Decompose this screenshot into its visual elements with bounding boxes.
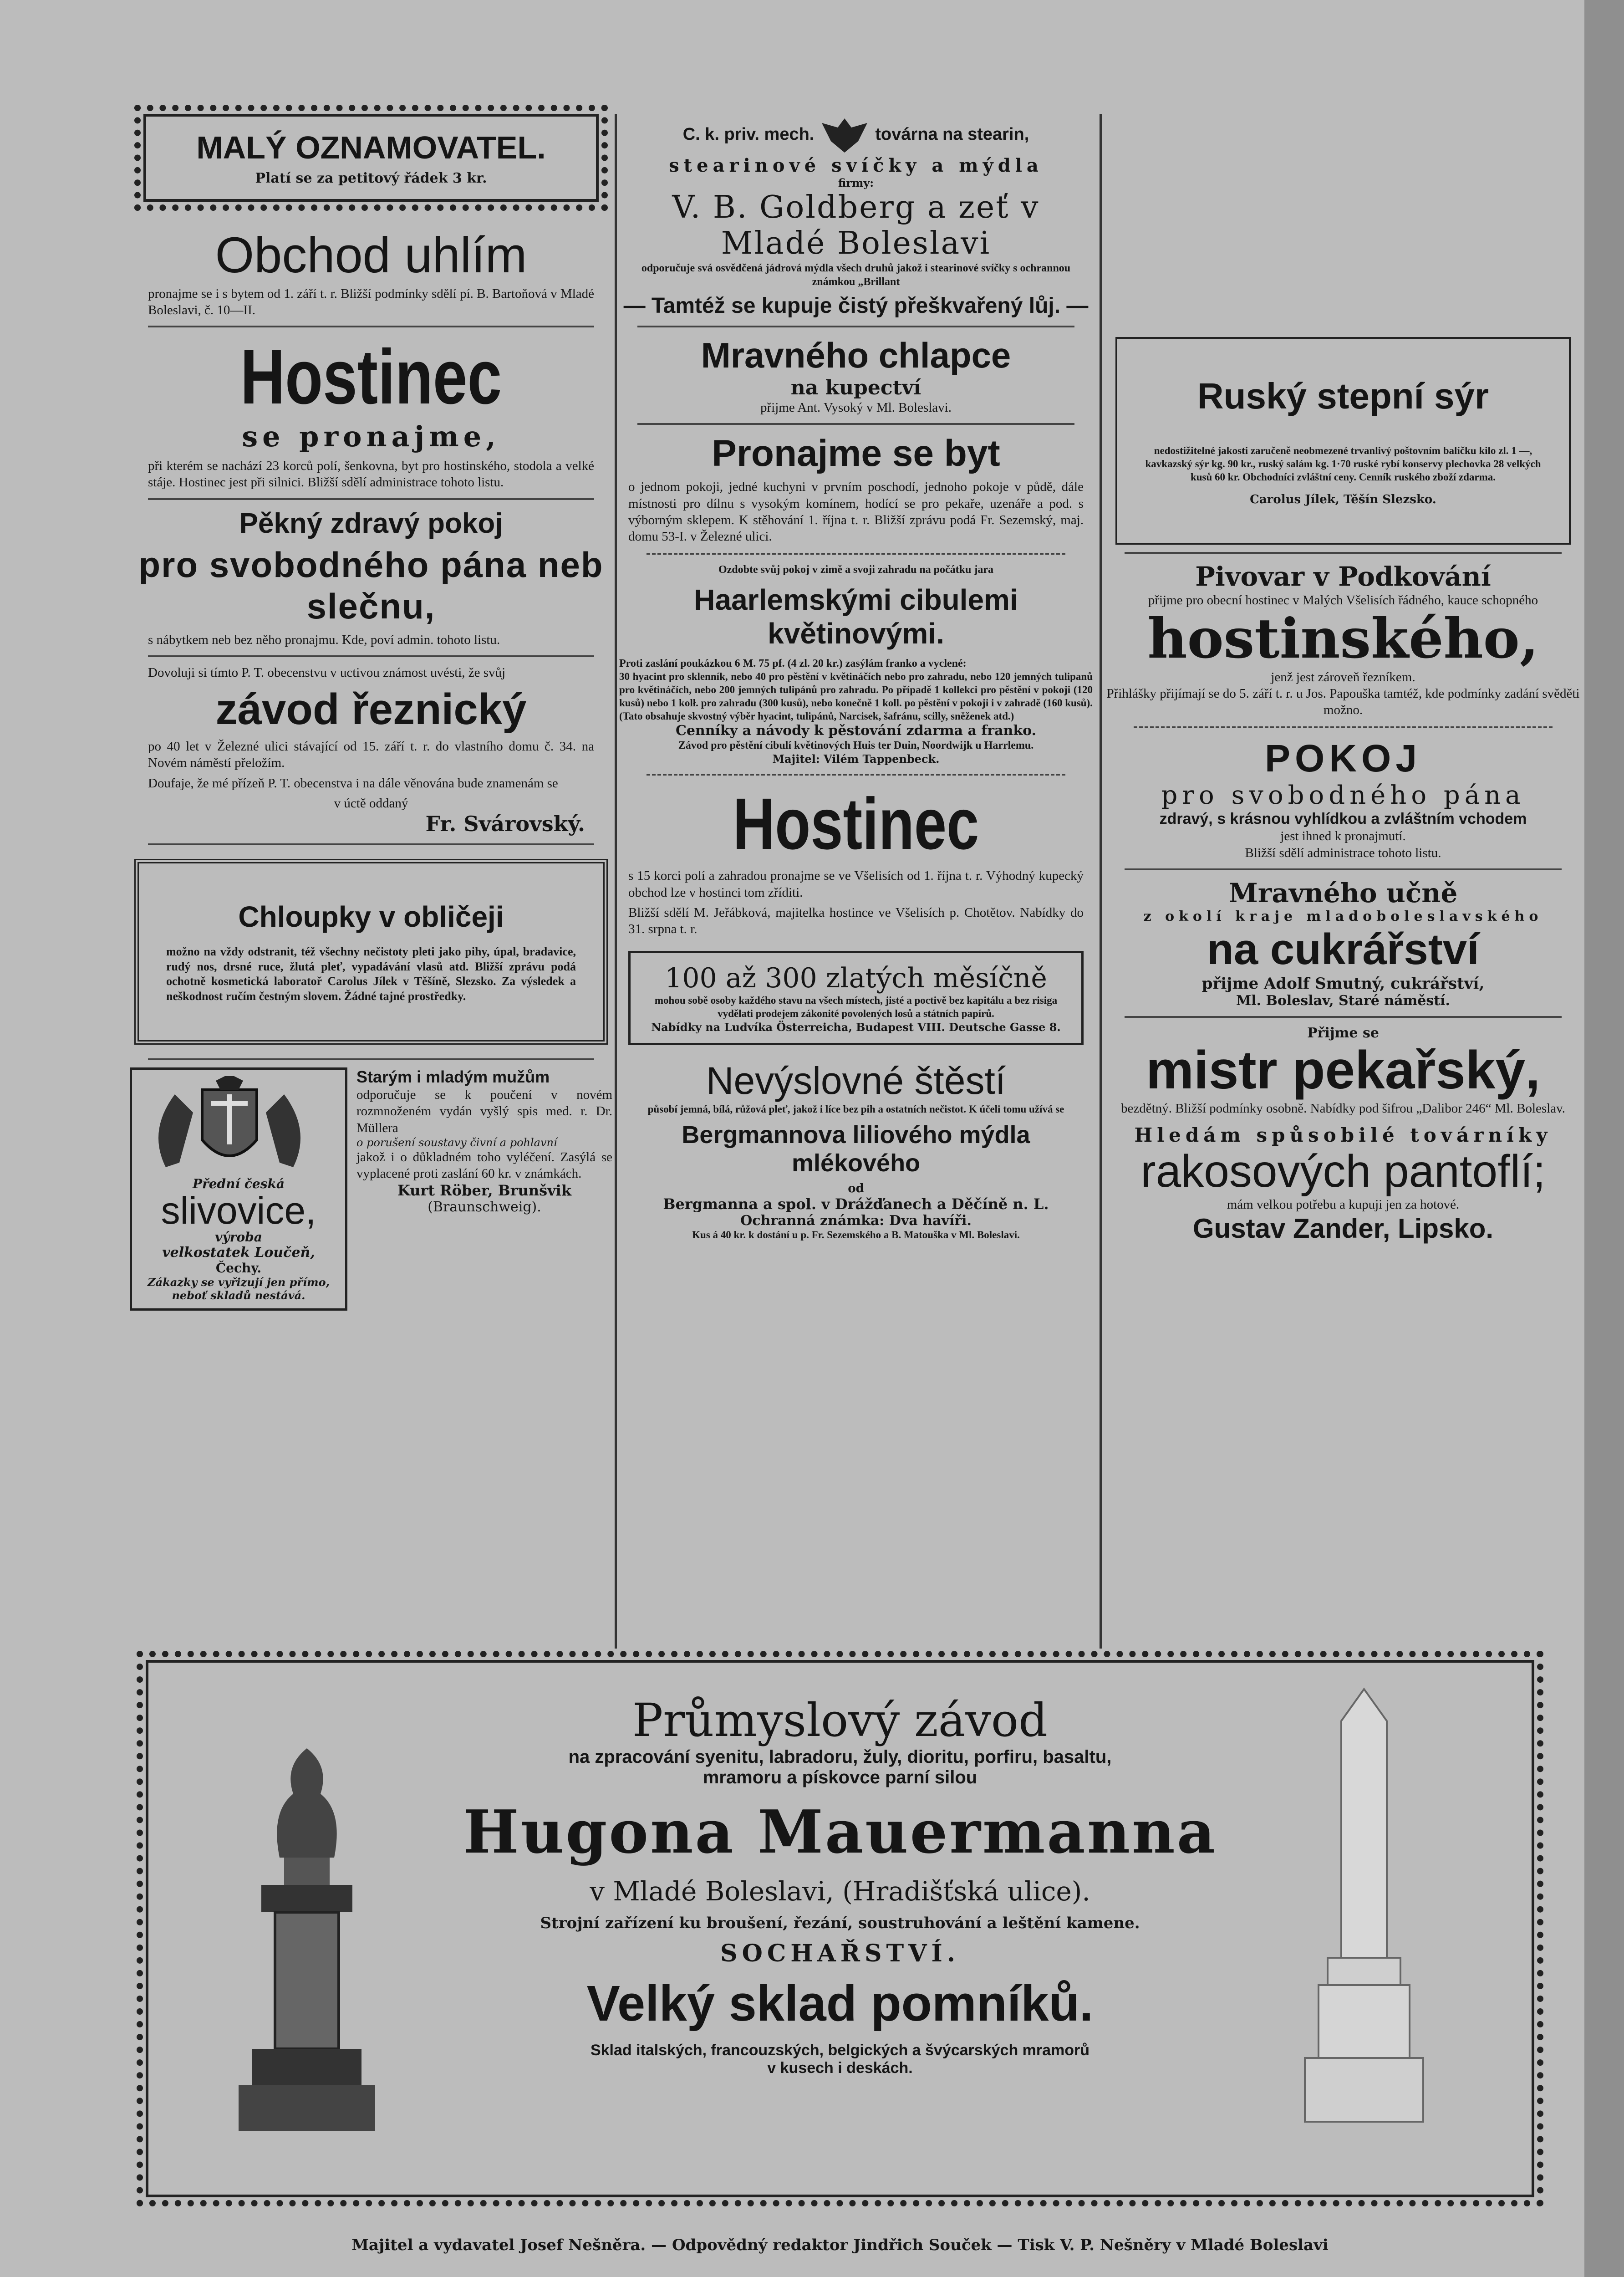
ad-brewery-text3: Přihlášky přijímají se do 5. září t. r. u Jos. Papouška tamtéž, kde podmínky zadání svěděti možno. xyxy=(1106,686,1580,717)
ad-slivovice-label1: Přední česká xyxy=(192,1176,285,1191)
ad-flat-text: o jednom pokoji, jedné kuchyni v prvním poschodí, jednoho pokoje v půdě, dále místnosti pro dílnu s vysokým komínem, hodící se pro pekaře, uzenáře a pod. s výborným sklepem. K stěhování 1. října t. r. Bližší zprávu podá Fr. Sezemský, maj. domu 53-I. v Železné ulici. xyxy=(628,480,1084,544)
ad-bulbs-zavod: Závod pro pěstění cibulí květinových Huis ter Duin, Noordwijk u Harrlemu. xyxy=(678,740,1034,752)
ad-slivovice-title: slivovice, xyxy=(161,1189,316,1232)
ad-confectioner-text2: Ml. Boleslav, Staré náměstí. xyxy=(1236,992,1450,1009)
ad-room-col3-text2: jest ihned k pronajmutí. xyxy=(1280,829,1406,844)
ad-slivovice-label2: výroba xyxy=(215,1230,262,1245)
column-3 xyxy=(1106,337,1580,1244)
ad-slippers xyxy=(1106,1124,1580,1244)
ad-bergmann-price: Kus á 40 kr. k dostání u p. Fr. Sezemského a B. Matouška v Ml. Boleslavi. xyxy=(692,1229,1020,1241)
ad-room-col3 xyxy=(1106,736,1580,861)
column-divider-right xyxy=(1100,114,1102,1649)
ad-room-col3-title: POKOJ xyxy=(1264,737,1422,780)
ad-goldberg-line3: firmy: xyxy=(838,176,874,189)
ad-inn-vselisy-title: Hostinec xyxy=(733,783,979,865)
ad-coal-shop-text: pronajme se i s bytem od 1. září t. r. Bližší podmínky sdělí pí. B. Bartoňová v Mladé Boleslavi, č. 10—II. xyxy=(148,286,594,317)
ad-coal-shop xyxy=(130,229,612,318)
ad-bulbs-price: Proti zaslání poukázkou 6 M. 75 pf. (4 zl. 20 kr.) zasýlám franko a vyclené: xyxy=(619,658,967,670)
ad-bulbs-intro: Ozdobte svůj pokoj v zimě a svoji zahradu na počátku jara xyxy=(718,564,994,576)
ad-confectioner xyxy=(1106,878,1580,1009)
double-eagle-icon xyxy=(820,114,870,155)
ad-inn-rent-subtitle: se pronajme, xyxy=(242,420,500,453)
ad-butcher-text2: Doufaje, že mé přízeň P. T. obecenstva i na dále věnována bude znamenám se xyxy=(148,776,558,791)
ad-slippers-text: mám velkou potřebu a kupuji jen za hotové. xyxy=(1227,1197,1460,1212)
column-1 xyxy=(130,105,612,1311)
ad-boy-apprentice-sub: na kupectví xyxy=(790,376,921,399)
ad-facial-hair-box xyxy=(134,859,608,1045)
ad-confectioner-title: Mravného učně xyxy=(1228,877,1458,909)
banner-foot1: Sklad italských, francouzských, belgických a švýcarských mramorů xyxy=(590,2042,1090,2059)
ad-slivovice-maker: velkostatek Loučeň, xyxy=(162,1245,315,1261)
ad-room-col3-text: zdravý, s krásnou vyhlídkou a zvláštním vchodem xyxy=(1159,810,1527,828)
ad-coal-shop-title: Obchod uhlím xyxy=(215,227,527,283)
ad-bergmann-text: působí jemná, bílá, růžová pleť, jakož i líce bez pih a ostatních nečistot. K účeli tomu užívá se xyxy=(647,1103,1064,1115)
page-footer: Majitel a vydavatel Josef Nešněra. — Odpovědný redaktor Jindřich Souček — Tisk V. P. Nešněry v Mladé Boleslavi xyxy=(351,2236,1329,2254)
ad-room-subtitle: pro svobodného pána neb slečnu, xyxy=(138,544,604,626)
ad-butcher-closing: v úctě oddaný xyxy=(334,796,408,811)
ad-brewery xyxy=(1106,561,1580,718)
ad-men-booklet-place: (Braunschweig). xyxy=(428,1199,541,1215)
ad-slippers-title2: rakosových pantoflí; xyxy=(1140,1145,1546,1197)
ad-slivovice-footer: Zákazky se vyřizují jen přímo, neboť skladů nestává. xyxy=(148,1276,330,1302)
banner-sculpture: SOCHAŘSTVÍ. xyxy=(720,1940,960,1967)
ad-room-col3-sub: pro svobodného pána xyxy=(1161,781,1525,811)
ad-men-booklet-sign: Kurt Röber, Brunšvik xyxy=(397,1182,571,1200)
ad-goldberg-text: odporučuje svá osvědčená jádrová mýdla všech druhů jakož i stearinové svíčky s ochrannou známkou „Brillant xyxy=(641,262,1071,288)
ad-bergmann-soap xyxy=(619,1059,1093,1242)
banner-foot2: v kusech i deskách. xyxy=(767,2059,913,2077)
ad-men-booklet-sub: o porušení soustavy čivní a pohlavní xyxy=(356,1136,557,1149)
ad-butcher-title: závod řeznický xyxy=(215,685,527,734)
ad-earnings-offer: Nabídky na Ludvíka Österreicha, Budapest VIII. Deutsche Gasse 8. xyxy=(651,1020,1061,1034)
ad-baker-title: mistr pekařský, xyxy=(1146,1040,1540,1100)
ad-butcher xyxy=(130,664,612,836)
ad-boy-apprentice xyxy=(619,335,1093,416)
ad-men-booklet xyxy=(356,1067,612,1311)
ad-brewery-text2: jenž jest zároveň řezníkem. xyxy=(1271,669,1415,684)
banner-place: v Mladé Boleslavi, (Hradišťská ulice). xyxy=(590,1876,1090,1907)
urn-monument-icon xyxy=(234,1739,380,2140)
ad-brewery-title: Pivovar v Podkování xyxy=(1195,561,1491,592)
ad-bergmann-title2: Bergmannova liliového mýdla mlékového xyxy=(682,1121,1030,1177)
obelisk-monument-icon xyxy=(1296,1685,1432,2131)
ad-butcher-text1: po 40 let v Železné ulici stávající od 15. září t. r. do vlastního domu č. 34. na Novém náměstí přeložím. xyxy=(148,739,594,771)
ad-russian-cheese-text: nedostižitelné jakosti zaručeně neobmezené trvanlivý poštovním balíčku kilo zl. 1 —, kavkazský sýr kg. 90 kr., ruský salám kg. 1·70 ruské rybí konservy plechovka 28 velkých kusů 60 kr. Obchodníci zvláštní ceny. Cenník ruského zboží zdarma. xyxy=(1145,445,1541,483)
ad-room xyxy=(130,507,612,648)
ad-butcher-signature: Fr. Svárovský. xyxy=(425,812,585,836)
column-divider-left xyxy=(615,114,617,1649)
ad-confectioner-sub: z okolí kraje mladoboleslavského xyxy=(1143,908,1543,924)
banner-title: Průmyslový závod xyxy=(632,1694,1048,1747)
ad-earnings-title: 100 až 300 zlatých měsíčně xyxy=(665,962,1047,995)
ad-confectioner-text: přijme Adolf Smutný, cukrářství, xyxy=(1201,974,1485,993)
ad-inn-vselisy-text: s 15 korci polí a zahradou pronajme se ve Všelisích od 1. října t. r. Výhodný kupecký obchod lze v hostinci tom zříditi. xyxy=(628,868,1084,900)
coat-of-arms-icon xyxy=(138,1076,321,1176)
ad-room-col3-text3: Bližší sdělí administrace tohoto listu. xyxy=(1245,845,1441,860)
ad-bergmann-od: od xyxy=(848,1181,864,1195)
ad-bulbs-owner: Majitel: Vilém Tappenbeck. xyxy=(772,752,940,766)
ad-slippers-sign: Gustav Zander, Lipsko. xyxy=(1192,1213,1494,1244)
ad-baker-intro: Přijme se xyxy=(1307,1025,1379,1041)
ad-row-slivovice xyxy=(130,1067,612,1311)
classified-header-title: MALÝ OZNAMOVATEL. xyxy=(196,130,546,165)
classified-header-subtitle: Platí se za petitový řádek 3 kr. xyxy=(255,170,487,186)
ad-goldberg-line1b: továrna na stearin, xyxy=(875,124,1029,144)
ad-facial-hair-title: Chloupky v obličeji xyxy=(238,900,504,933)
ad-inn-rent-title: Hostinec xyxy=(240,334,502,420)
banner-monuments: Velký sklad pomníků. xyxy=(586,1976,1094,2032)
ad-goldberg-line1a: C. k. priv. mech. xyxy=(682,124,815,144)
ad-slivovice-box xyxy=(130,1067,347,1311)
ad-russian-cheese-box xyxy=(1115,337,1571,545)
ad-baker-text: bezdětný. Bližší podmínky osobně. Nabídky pod šifrou „Dalibor 246“ Ml. Boleslav. xyxy=(1121,1101,1565,1116)
ad-goldberg xyxy=(619,114,1093,318)
ad-boy-apprentice-title: Mravného chlapce xyxy=(701,335,1011,375)
ad-boy-apprentice-text: přijme Ant. Vysoký v Ml. Boleslavi. xyxy=(760,400,952,415)
ad-butcher-intro: Dovoluji si tímto P. T. obecenstvu v uctivou známost uvésti, že svůj xyxy=(148,665,506,680)
ad-inn-rent xyxy=(130,335,612,491)
ad-earnings-text: mohou sobě osoby každého stavu na všech místech, jisté a poctivě bez kapitálu a bez risiga vydělati prodejem zákonité povolených losů a státních papírů. xyxy=(654,995,1058,1019)
ad-bulbs-title: Haarlemskými cibulemi květinovými. xyxy=(694,583,1018,650)
ad-mauermann-banner xyxy=(137,1651,1543,2206)
ad-men-booklet-text2: jakož i o důkladném toho vyléčení. Zasýlá se vyplacené proti zaslání 60 kr. v známkách. xyxy=(356,1149,612,1181)
classified-header-box xyxy=(134,105,608,211)
ad-bergmann-title: Nevýslovné štěstí xyxy=(706,1059,1006,1102)
ad-bulbs-text: 30 hyacint pro sklenník, nebo 40 pro pěstění v květináčích nebo pro zahradu, nebo 120 jemných tulipanů pro květináčích, nebo 200 jemných tulipánů pro zahradu. Po případě 1 kollekci pro pěstění v pokoji (120 kusů) nebo 1 kolł. pro zahradu (300 kusů), nebo konečně 1 koll. po pěstění v pokoji i v zahradě (160 kusů). (Tato obsahuje skvostný výběr hyacint, tulipánů, Narcisek, šafránu, scilly, sněženek atd.) xyxy=(619,671,1093,722)
ad-bulbs xyxy=(619,563,1093,766)
ad-bulbs-cenniky: Cenníky a návody k pěstování zdarma a franko. xyxy=(675,723,1037,739)
ad-russian-cheese-title: Ruský stepní sýr xyxy=(1197,376,1489,416)
ad-goldberg-line2: stearinové svíčky a mýdla xyxy=(669,155,1043,176)
ad-flat-title: Pronajme se byt xyxy=(712,433,1000,475)
ad-confectioner-title2: na cukrářství xyxy=(1207,924,1479,974)
ad-brewery-title2: hostinského, xyxy=(1147,606,1539,671)
ad-room-text: s nábytkem neb bez něho pronajmu. Kde, poví admin. tohoto listu. xyxy=(148,632,500,647)
ad-men-booklet-title: Starým i mladým mužům xyxy=(356,1067,550,1086)
ad-slippers-title: Hledám spůsobilé továrníky xyxy=(1134,1123,1552,1146)
ad-facial-hair-text: možno na vždy odstranit, též všechny nečistoty pleti jako pihy, úpal, bradavice, rudý nos, drsné ruce, žlutá pleť, vypadávání vlasů atd. Bližší zprávu podá ochotně kosmetická laboratoř Carolus Jílek v Těšíně, Slezsko. Za výsledek a neškodnost ručím čestným slovem. Žádné tajné prostředky. xyxy=(166,945,576,1003)
page-edge-shadow xyxy=(1584,0,1624,2277)
ad-russian-cheese-sign: Carolus Jílek, Těšín Slezsko. xyxy=(1250,493,1436,507)
ad-flat xyxy=(619,432,1093,545)
ad-slivovice-place: Čechy. xyxy=(215,1261,262,1276)
ad-inn-vselisy-text2: Bližší sdělí M. Jeřábková, majitelka hostince ve Všelisích p. Chotětov. Nabídky do 31. srpna t. r. xyxy=(628,905,1084,936)
ad-earnings-box xyxy=(628,951,1084,1045)
column-2 xyxy=(619,114,1093,1241)
ad-goldberg-line4: — Tamtéž se kupuje čistý přeškvařený lůj. — xyxy=(623,294,1089,318)
ad-brewery-text: přijme pro obecní hostinec v Malých Všelisích řádného, kauce schopného xyxy=(1148,593,1538,608)
ad-bergmann-maker: Bergmanna a spol. v Drážďanech a Děčíně n. L. xyxy=(663,1195,1049,1213)
ad-inn-rent-text: při kterém se nachází 23 korců polí, šenkovna, byt pro hostinského, stodola a velké stáje. Hostinec jest při silnici. Bližší sdělí administrace tohoto listu. xyxy=(148,459,594,490)
ad-baker xyxy=(1106,1025,1580,1117)
banner-text: Strojní zařízení ku broušení, řezání, soustruhování a leštění kamene. xyxy=(540,1914,1140,1932)
banner-company-name: Hugona Mauermanna xyxy=(463,1797,1217,1867)
ad-men-booklet-text1: odporučuje se k poučení v novém rozmnoženém vydán vyšlý spis med. r. Dr. Müllera xyxy=(356,1087,612,1135)
ad-goldberg-firm: V. B. Goldberg a zeť v Mladé Boleslavi xyxy=(672,189,1040,261)
ad-inn-vselisy xyxy=(619,784,1093,937)
ad-room-title: Pěkný zdravý pokoj xyxy=(239,507,503,539)
banner-sub2: mramoru a pískovce parní silou xyxy=(703,1767,977,1787)
banner-sub1: na zpracování syenitu, labradoru, žuly, dioritu, porfiru, basaltu, xyxy=(568,1747,1112,1767)
ad-bergmann-mark: Ochranná známka: Dva havíři. xyxy=(740,1212,972,1229)
